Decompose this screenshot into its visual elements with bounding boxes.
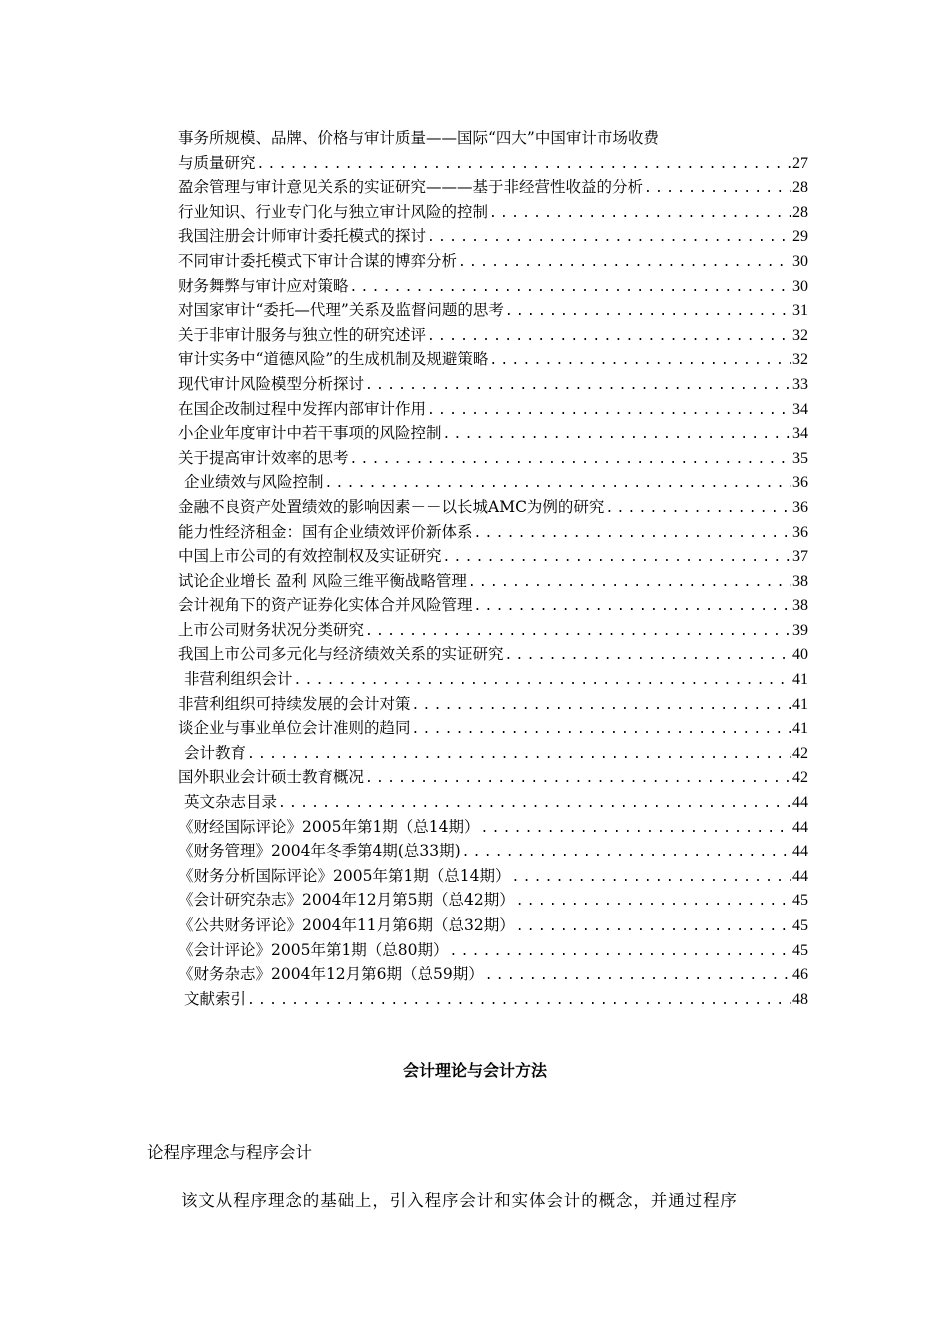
toc-entry-title: 关于提高审计效率的思考 <box>178 448 349 467</box>
toc-page-number: 46 <box>792 966 808 984</box>
toc-entry[interactable] <box>178 938 808 963</box>
toc-leader-dots <box>278 792 791 815</box>
toc-entry-title: 《财务分析国际评论》2005年第1期（总14期） <box>178 866 511 885</box>
toc-leader-dots <box>427 226 791 249</box>
toc-leader-dots <box>365 620 791 643</box>
toc-leader-dots <box>489 349 791 372</box>
toc-entry[interactable] <box>178 716 808 741</box>
toc-leader-dots <box>443 423 791 446</box>
toc-page-number: 40 <box>792 646 808 664</box>
toc-page-number: 44 <box>792 818 808 836</box>
toc-page-number: 38 <box>792 572 808 590</box>
toc-leader-dots <box>365 374 791 397</box>
toc-entry-wrapped-line2[interactable] <box>178 151 808 176</box>
toc-leader-dots <box>350 448 791 471</box>
toc-entry[interactable] <box>178 741 808 766</box>
toc-page-number: 45 <box>792 917 808 934</box>
toc-entry-title: 对国家审计“委托—代理”关系及监督问题的思考 <box>178 301 504 320</box>
toc-entry[interactable] <box>178 249 808 274</box>
toc-entry[interactable] <box>178 175 808 200</box>
toc-page-number: 34 <box>792 425 808 443</box>
toc-entry-title: 盈余管理与审计意见关系的实证研究———基于非经营性收益的分析 <box>178 178 644 197</box>
toc-page-number: 27 <box>792 154 808 172</box>
toc-list <box>178 175 808 1011</box>
toc-leader-dots <box>350 276 791 299</box>
toc-page-number: 28 <box>792 179 808 197</box>
toc-entry-title: 《财务管理》2004年冬季第4期(总33期) <box>178 842 461 861</box>
toc-entry-title: 非营利组织会计 <box>184 670 293 689</box>
toc-page-number: 48 <box>792 990 808 1008</box>
toc-leader-dots <box>294 669 791 692</box>
toc-entry[interactable] <box>178 618 808 643</box>
toc-entry[interactable] <box>178 815 808 840</box>
toc-leader-dots <box>257 153 791 176</box>
toc-entry-title: 会计视角下的资产证券化实体合并风险管理 <box>178 596 473 615</box>
toc-leader-dots <box>412 694 791 717</box>
toc-entry[interactable] <box>178 569 808 594</box>
toc-entry[interactable] <box>178 397 808 422</box>
toc-entry-title: 《公共财务评论》2004年11月第6期（总32期） <box>178 916 515 934</box>
toc-page-number: 32 <box>792 351 808 369</box>
toc-leader-dots <box>427 325 791 348</box>
toc-entry[interactable] <box>178 224 808 249</box>
toc-page-number: 44 <box>792 794 808 812</box>
toc-page-number: 36 <box>792 474 808 492</box>
toc-leader-dots <box>481 817 791 840</box>
toc-page-number: 36 <box>792 498 808 516</box>
toc-leader-dots <box>489 202 791 225</box>
toc-page-number: 44 <box>792 867 808 885</box>
toc-page-number: 31 <box>792 302 808 320</box>
toc-leader-dots <box>412 718 791 741</box>
toc-entry[interactable] <box>178 593 808 618</box>
toc-entry[interactable] <box>178 765 808 790</box>
toc-entry[interactable] <box>178 642 808 667</box>
toc-page-number: 45 <box>792 941 808 959</box>
toc-leader-dots <box>458 251 791 274</box>
toc-page-number: 34 <box>792 400 808 418</box>
toc-leader-dots <box>505 644 791 667</box>
toc-entry[interactable] <box>178 470 808 495</box>
toc-entry[interactable] <box>178 298 808 323</box>
toc-leader-dots <box>644 177 791 200</box>
toc-leader-dots <box>474 522 791 545</box>
toc-page-number: 28 <box>792 203 808 221</box>
toc-leader-dots <box>516 915 791 938</box>
toc-entry-title: 上市公司财务状况分类研究 <box>178 620 365 639</box>
table-of-contents <box>178 126 808 1011</box>
toc-page-number: 33 <box>792 375 808 393</box>
toc-entry-title: 非营利组织可持续发展的会计对策 <box>178 694 411 713</box>
toc-entry[interactable] <box>178 888 808 913</box>
toc-entry[interactable] <box>178 864 808 889</box>
toc-entry[interactable] <box>178 913 808 938</box>
toc-entry-title: 在国企改制过程中发挥内部审计作用 <box>178 399 427 418</box>
toc-leader-dots <box>443 546 791 569</box>
toc-page-number: 29 <box>792 228 808 246</box>
toc-leader-dots <box>485 964 791 987</box>
toc-entry-title: 《财经国际评论》2005年第1期（总14期） <box>178 817 480 836</box>
toc-leader-dots <box>427 399 791 422</box>
toc-entry-wrapped-line1[interactable] <box>178 126 808 151</box>
toc-page-number: 45 <box>792 892 808 910</box>
toc-entry-title: 谈企业与事业单位会计准则的趋同 <box>178 719 411 738</box>
toc-entry[interactable] <box>178 839 808 864</box>
toc-page-number: 32 <box>792 326 808 344</box>
toc-page-number: 39 <box>792 621 808 639</box>
toc-entry-title: 金融不良资产处置绩效的影响因素－－以长城AMC为例的研究 <box>178 497 605 516</box>
toc-entry[interactable] <box>178 962 808 987</box>
section-heading: 会计理论与会计方法 <box>402 1061 547 1080</box>
toc-entry-title: 《会计研究杂志》2004年12月第5期（总42期） <box>178 891 515 910</box>
toc-entry[interactable] <box>178 692 808 717</box>
toc-entry-title: 财务舞弊与审计应对策略 <box>178 276 349 295</box>
toc-page-number: 44 <box>792 843 808 861</box>
toc-entry[interactable] <box>178 544 808 569</box>
toc-entry-title: 现代审计风险模型分析探讨 <box>178 374 365 393</box>
toc-entry[interactable] <box>178 347 808 372</box>
toc-page-number: 41 <box>792 720 808 738</box>
article-title: 论程序理念与程序会计 <box>147 1143 312 1162</box>
toc-entry-title: 不同审计委托模式下审计合谋的博弈分析 <box>178 251 458 270</box>
toc-entry[interactable] <box>178 790 808 815</box>
toc-entry-title: 行业知识、行业专门化与独立审计风险的控制 <box>178 202 489 221</box>
toc-leader-dots <box>325 472 791 495</box>
toc-entry-title: 关于非审计服务与独立性的研究述评 <box>178 325 427 344</box>
toc-leader-dots <box>516 890 791 913</box>
toc-entry-title: 我国注册会计师审计委托模式的探讨 <box>178 227 427 246</box>
toc-leader-dots <box>605 497 791 520</box>
toc-leader-dots <box>468 571 791 594</box>
toc-entry-title: 企业绩效与风险控制 <box>184 473 324 492</box>
toc-entry[interactable] <box>178 495 808 520</box>
toc-entry-title: 能力性经济租金：国有企业绩效评价新体系 <box>178 522 473 541</box>
toc-entry-title: 与质量研究 <box>178 153 256 172</box>
toc-entry[interactable] <box>178 372 808 397</box>
toc-page-number: 37 <box>792 548 808 566</box>
toc-entry-title: 《会计评论》2005年第1期（总80期） <box>178 940 449 959</box>
toc-page-number: 42 <box>792 744 808 762</box>
toc-entry-title: 试论企业增长 盈利 风险三维平衡战略管理 <box>178 571 467 590</box>
toc-entry-title: 英文杂志目录 <box>184 793 278 812</box>
toc-page-number: 35 <box>792 449 808 467</box>
toc-leader-dots <box>450 940 791 963</box>
toc-entry-title: 审计实务中“道德风险”的生成机制及规避策略 <box>178 350 489 369</box>
toc-leader-dots <box>462 841 791 864</box>
toc-page-number: 30 <box>792 277 808 295</box>
toc-entry-title: 文献索引 <box>184 989 247 1008</box>
toc-entry-title: 《财务杂志》2004年12月第6期（总59期） <box>178 965 484 984</box>
toc-entry[interactable] <box>178 421 808 446</box>
toc-leader-dots <box>247 743 791 766</box>
toc-entry-title: 我国上市公司多元化与经济绩效关系的实证研究 <box>178 645 504 664</box>
toc-leader-dots <box>247 989 791 1012</box>
toc-leader-dots <box>365 767 791 790</box>
toc-leader-dots <box>505 300 791 323</box>
body-paragraph: 该文从程序理念的基础上，引入程序会计和实体会计的概念，并通过程序 <box>181 1191 738 1210</box>
toc-page-number: 36 <box>792 523 808 541</box>
toc-entry-title: 小企业年度审计中若干事项的风险控制 <box>178 424 442 443</box>
toc-page-number: 30 <box>792 252 808 270</box>
toc-entry[interactable] <box>178 667 808 692</box>
toc-entry[interactable] <box>178 200 808 225</box>
toc-entry-title: 事务所规模、品牌、价格与审计质量——国际“四大”中国审计市场收费 <box>178 129 659 147</box>
toc-entry[interactable] <box>178 520 808 545</box>
toc-entry[interactable] <box>178 274 808 299</box>
toc-entry-title: 国外职业会计硕士教育概况 <box>178 768 365 787</box>
toc-entry[interactable] <box>178 446 808 471</box>
toc-page-number: 41 <box>792 671 808 689</box>
toc-leader-dots <box>474 595 791 618</box>
toc-entry[interactable] <box>178 323 808 348</box>
toc-page-number: 38 <box>792 597 808 615</box>
toc-page-number: 42 <box>792 769 808 787</box>
toc-entry-title: 中国上市公司的有效控制权及实证研究 <box>178 547 442 566</box>
toc-page-number: 41 <box>792 695 808 713</box>
toc-entry[interactable] <box>178 987 808 1012</box>
toc-entry-title: 会计教育 <box>184 743 247 762</box>
toc-leader-dots <box>512 866 791 889</box>
